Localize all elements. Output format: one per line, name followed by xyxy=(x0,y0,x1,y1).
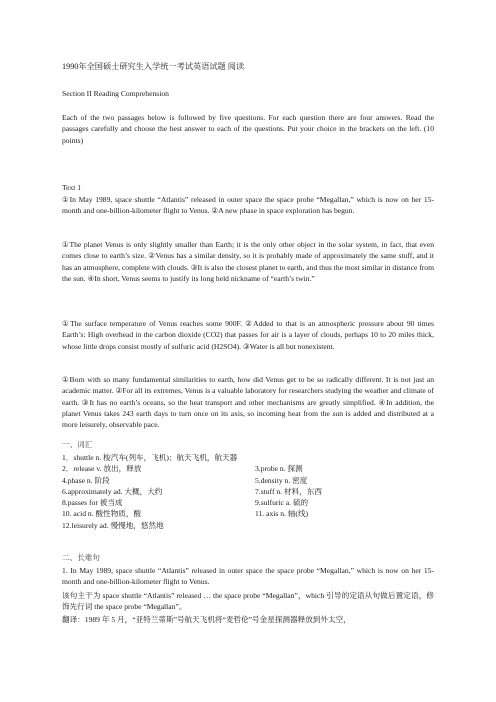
text-label: Text 1 xyxy=(62,183,82,192)
vocab-item: 5.density n. 密度 xyxy=(255,475,308,485)
vocabulary-list xyxy=(62,452,434,531)
sentence-translation: 翻译：1989 年 5 月，“亚特兰蒂斯”号航天飞机将“麦哲伦”号金星探测器释放到外太空， xyxy=(62,615,351,624)
vocab-row xyxy=(62,486,434,497)
passage-paragraph-2: ①The planet Venus is only slightly smaller than Earth; it is the only other object in the solar system, in fact, that even comes close to earth’s size. ②Venus has a similar density, so it is probably made of approximately the same stuff, and it has an atmosphere, complete with clouds. ③It is also the closest planet to earth, and thus the most similar in distance from the sun. ④In short, Venus seems to justify its long held nickname of “earth’s twin.” xyxy=(62,240,434,283)
vocab-item: 7.stuff n. 材料，东西 xyxy=(255,486,322,496)
vocab-item: 9.sulfuric a. 硫的 xyxy=(255,498,309,508)
vocab-item: 11. axis n. 轴(线) xyxy=(255,509,309,519)
long-sentence-1: 1. In May 1989, space shuttle “Atlantis” released in outer space the space probe “Megallan,” which is now on her 15-month and one-billion-kilometer flight to Venus. xyxy=(62,566,434,587)
instructions-paragraph: Each of the two passages below is followed by five questions. For each question there are four answers. Read the passages carefully and choose the best answer to each of the questions. Put your choice in the brackets on the left. (10 points) xyxy=(62,113,434,145)
vocab-row xyxy=(62,463,434,474)
vocab-item: 2．release v. 放出，释放 xyxy=(62,464,142,474)
long-sentence-heading: 二、长难句 xyxy=(62,553,100,562)
vocab-item: 12.leisurely ad. 慢慢地，悠然地 xyxy=(62,520,164,530)
vocab-row xyxy=(62,497,434,508)
document-title: 1990年全国硕士研究生入学统一考试英语试题 阅读 xyxy=(62,62,245,71)
vocabulary-heading: 一、词汇 xyxy=(62,440,93,449)
vocab-item: 4.phase n. 阶段 xyxy=(62,475,110,485)
vocab-item: 1．shuttle n. 梭汽车(列车，飞机)；航天飞机，航天器 xyxy=(62,453,238,462)
vocab-item: 10. acid n. 酸性物质，酸 xyxy=(62,509,142,519)
passage-paragraph-1: ①In May 1989, space shuttle “Atlantis” released in outer space the space probe “Megallan,” which is now on her 15-month and one-billion-kilometer flight to Venus. ②A new phase in space exploration has begun. xyxy=(62,195,434,216)
vocab-item: 6.approximately ad. 大概，大约 xyxy=(62,486,163,496)
section-heading: Section II Reading Comprehension xyxy=(62,89,169,98)
passage-paragraph-4: ①Born with so many fundamental similarities to earth, how did Venus get to be so radically different. It is not just an academic matter. ②For all its extremes, Venus is a valuable laboratory for researchers studying the weather and climate of earth. ③It has no earth’s oceans, so the heat transport and other mechanisms are greatly simplified. ④In addition, the planet Venus takes 243 earth days to turn once on its axis, so incoming heat from the sun is added and distributed at a more leisurely, observable pace. xyxy=(62,375,434,430)
vocab-item: 3.probe n. 探测 xyxy=(255,464,303,474)
sentence-analysis: 该句主干为 space shuttle “Atlantis” released … the space probe “Megallan”，which 引导的定语从句做后置定语，修饰先行词 the space probe “Megallan”。 xyxy=(62,591,434,612)
vocab-row xyxy=(62,508,434,519)
vocab-row xyxy=(62,475,434,486)
passage-paragraph-3: ①The surface temperature of Venus reaches some 900F. ②Added to that is an atmospheric pressure about 90 times Earth’s: High overhead in the carbon dioxide (CO2) that passes for air is a layer of clouds, perhaps 10 to 20 miles thick, whose little drops consist mostly of sulfuric acid (H2SO4). ③Water is all but nonexistent. xyxy=(62,319,434,351)
vocab-item: 8.passes for 被当成 xyxy=(62,498,123,508)
